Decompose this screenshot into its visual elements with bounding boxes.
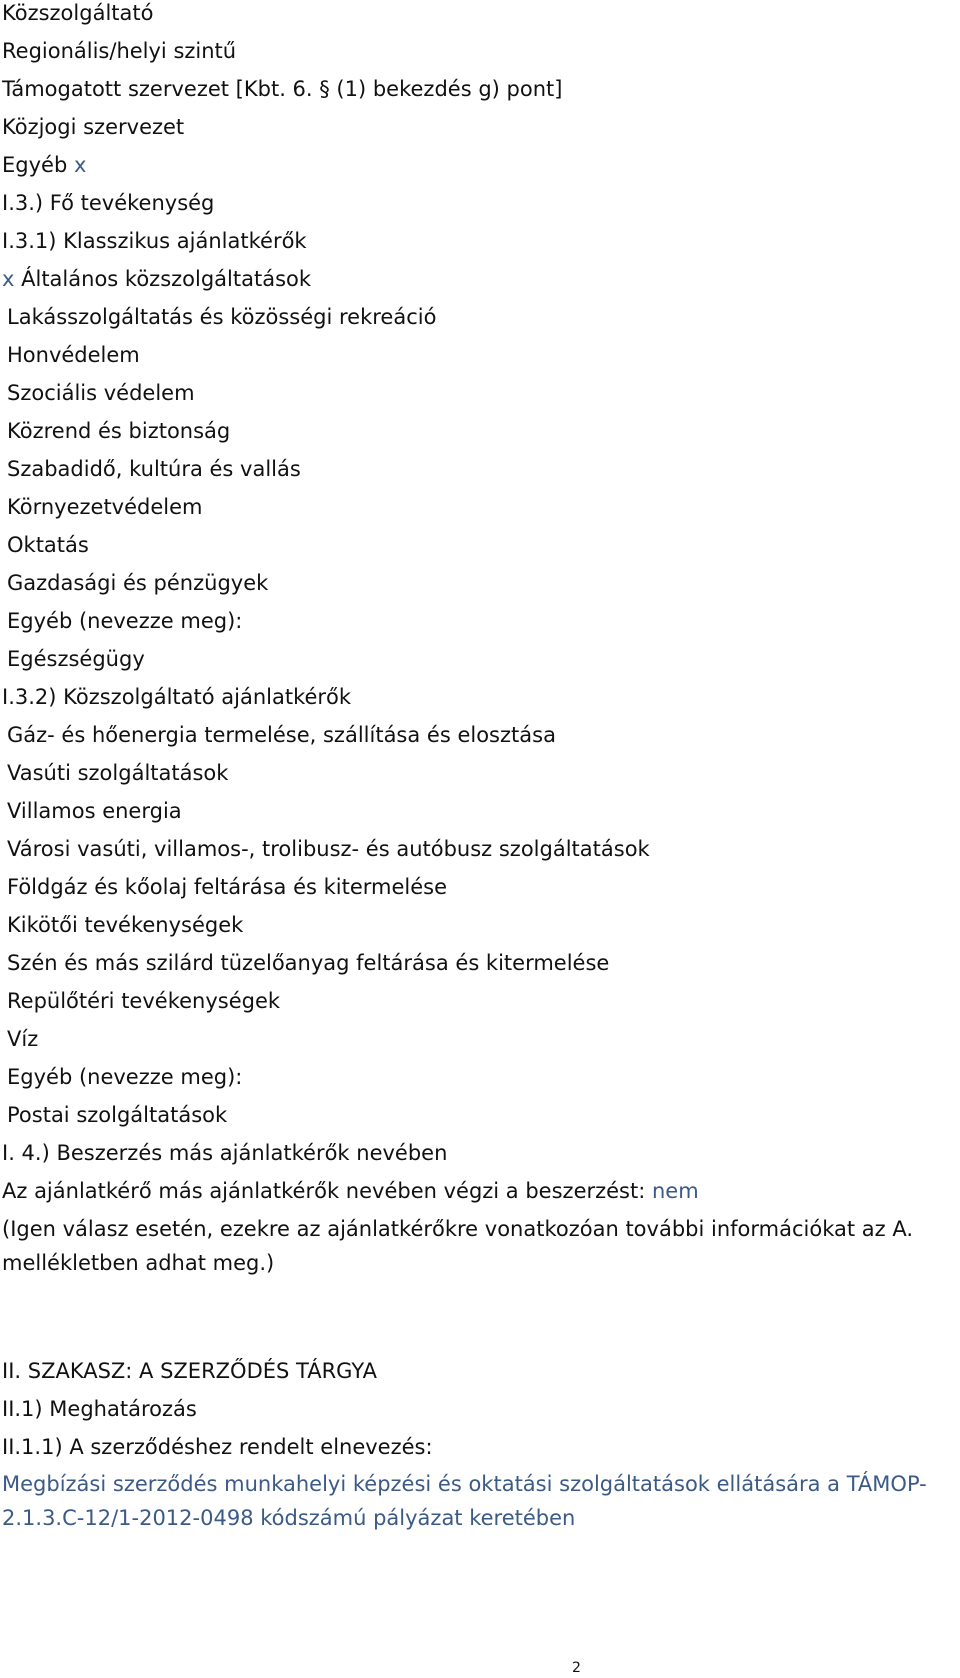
org-type-regional: Regionális/helyi szintű — [2, 39, 237, 63]
list-item: Gáz- és hőenergia termelése, szállítása és elosztása — [7, 723, 556, 747]
procurement-answer: nem — [652, 1179, 699, 1203]
list-item: Víz — [7, 1027, 39, 1051]
org-type-other-label: Egyéb — [2, 153, 68, 177]
list-item: Közrend és biztonság — [7, 419, 231, 443]
org-type-public-law: Közjogi szervezet — [2, 115, 185, 139]
list-item: Gazdasági és pénzügyek — [7, 571, 269, 595]
contract-name-value: Megbízási szerződés munkahelyi képzési és oktatási szolgáltatások ellátására a TÁMOP-2.1.3.C-12/1-2012-0498 kódszámú pályázat keretében — [2, 1472, 927, 1530]
list-item: Egészségügy — [7, 647, 145, 671]
list-item: Repülőtéri tevékenységek — [7, 989, 281, 1013]
list-item: Honvédelem — [7, 343, 140, 367]
list-item: Oktatás — [7, 533, 89, 557]
utility-contracting-heading: I.3.2) Közszolgáltató ajánlatkérők — [2, 685, 352, 709]
list-item: Szociális védelem — [7, 381, 195, 405]
contract-name-label: II.1.1) A szerződéshez rendelt elnevezés: — [2, 1435, 433, 1459]
definition-heading: II.1) Meghatározás — [2, 1397, 197, 1421]
classic-selected-mark: x — [2, 267, 15, 291]
list-item: Postai szolgáltatások — [7, 1103, 228, 1127]
page-number: 2 — [572, 1660, 581, 1676]
list-item: Környezetvédelem — [7, 495, 203, 519]
classic-selected-label: Általános közszolgáltatások — [21, 267, 312, 291]
section-heading: II. SZAKASZ: A SZERZŐDÉS TÁRGYA — [2, 1359, 377, 1383]
list-item: Lakásszolgáltatás és közösségi rekreáció — [7, 305, 437, 329]
procurement-question — [2, 1178, 699, 1204]
org-type-other-mark: x — [73, 153, 87, 177]
list-item: Kikötői tevékenységek — [7, 913, 244, 937]
org-type-other — [2, 152, 86, 178]
procurement-question-text: Az ajánlatkérő más ajánlatkérők nevében végzi a beszerzést: — [2, 1179, 646, 1203]
list-item: Egyéb (nevezze meg): — [7, 609, 243, 633]
list-item: Szén és más szilárd tüzelőanyag feltárása és kitermelése — [7, 951, 610, 975]
org-type-supported: Támogatott szervezet [Kbt. 6. § (1) bekezdés g) pont] — [2, 77, 563, 101]
main-activity-heading: I.3.) Fő tevékenység — [2, 191, 215, 215]
list-item: Földgáz és kőolaj feltárása és kitermelése — [7, 875, 448, 899]
list-item: Szabadidő, kultúra és vallás — [7, 457, 301, 481]
list-item: Vasúti szolgáltatások — [7, 761, 229, 785]
procurement-heading: I. 4.) Beszerzés más ajánlatkérők nevében — [2, 1141, 448, 1165]
classic-contracting-heading: I.3.1) Klasszikus ajánlatkérők — [2, 229, 307, 253]
list-item: Egyéb (nevezze meg): — [7, 1065, 243, 1089]
list-item: Városi vasúti, villamos-, trolibusz- és autóbusz szolgáltatások — [7, 837, 650, 861]
procurement-note: (Igen válasz esetén, ezekre az ajánlatkérőkre vonatkozóan további információkat az A. mellékletben adhat meg.) — [2, 1217, 914, 1275]
list-item: Villamos energia — [7, 799, 182, 823]
org-type-public-utility: Közszolgáltató — [2, 1, 154, 25]
classic-selected-item — [2, 266, 311, 292]
